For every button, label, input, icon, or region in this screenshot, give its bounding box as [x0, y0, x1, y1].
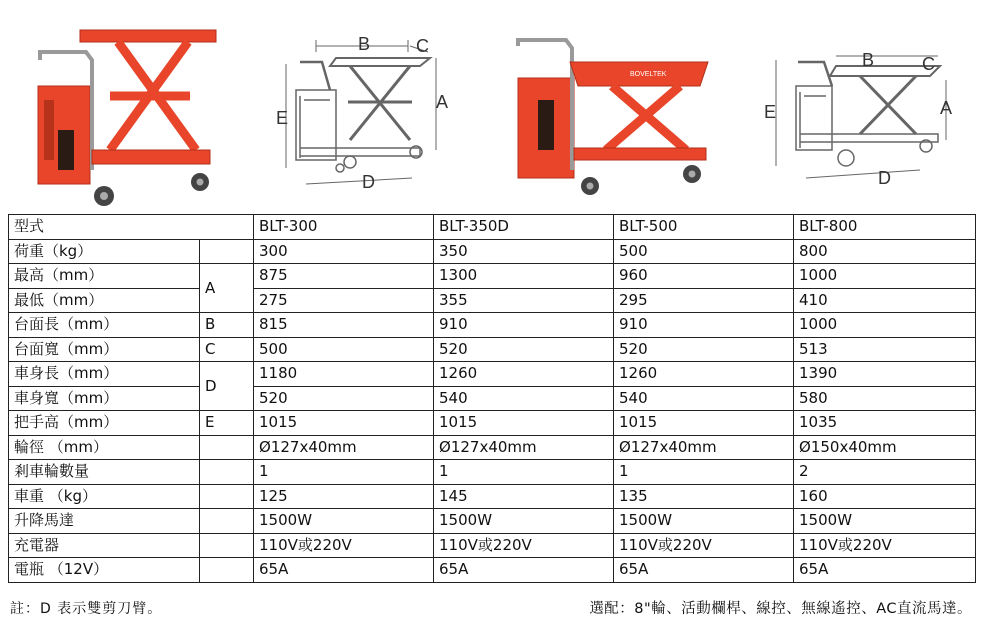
table-row — [9, 411, 976, 436]
spec-value: 410 — [794, 288, 976, 313]
spec-value: 1300 — [434, 264, 614, 289]
spec-value: 1000 — [794, 264, 976, 289]
spec-value: 65A — [794, 558, 976, 583]
spec-value: 875 — [254, 264, 434, 289]
spec-value: 145 — [434, 484, 614, 509]
blt-800-dimension-drawing — [764, 50, 952, 188]
row-label: 輪徑 （mm） — [9, 435, 200, 460]
table-row — [9, 460, 976, 485]
spec-value: 1000 — [794, 313, 976, 338]
spec-value: 910 — [434, 313, 614, 338]
spec-value: Ø127x40mm — [254, 435, 434, 460]
table-row — [9, 484, 976, 509]
spec-value: 540 — [614, 386, 794, 411]
spec-value: 1 — [434, 460, 614, 485]
table-row — [9, 435, 976, 460]
spec-value: Ø150x40mm — [794, 435, 976, 460]
spec-value: 1500W — [434, 509, 614, 534]
spec-value: 65A — [614, 558, 794, 583]
dimension-code: D — [200, 362, 254, 411]
svg-text:E: E — [764, 102, 777, 122]
row-label: 升降馬達 — [9, 509, 200, 534]
row-label: 充電器 — [9, 533, 200, 558]
spec-value: Ø127x40mm — [434, 435, 614, 460]
spec-value: 815 — [254, 313, 434, 338]
model-name: BLT-800 — [794, 215, 976, 240]
spec-value: 160 — [794, 484, 976, 509]
spec-value: 135 — [614, 484, 794, 509]
row-label: 車重 （kg） — [9, 484, 200, 509]
spec-value: 110V或220V — [794, 533, 976, 558]
table-row — [9, 362, 976, 387]
spec-value: 1500W — [614, 509, 794, 534]
svg-text:A: A — [940, 98, 953, 118]
row-label: 最高（mm） — [9, 264, 200, 289]
svg-text:C: C — [922, 54, 935, 74]
spec-value: 960 — [614, 264, 794, 289]
product-illustrations — [0, 0, 992, 215]
spec-value: 1 — [254, 460, 434, 485]
table-row — [9, 558, 976, 583]
dimension-code — [200, 533, 254, 558]
svg-text:C: C — [416, 36, 429, 56]
row-label: 最低（mm） — [9, 288, 200, 313]
table-row — [9, 313, 976, 338]
spec-value: 295 — [614, 288, 794, 313]
dimension-code — [200, 460, 254, 485]
dimension-code — [200, 558, 254, 583]
table-row — [9, 509, 976, 534]
spec-value: 500 — [614, 239, 794, 264]
spec-value: 1260 — [434, 362, 614, 387]
model-name: BLT-350D — [434, 215, 614, 240]
spec-value: 65A — [254, 558, 434, 583]
spec-value: 1015 — [254, 411, 434, 436]
spec-value: 520 — [614, 337, 794, 362]
model-name: BLT-500 — [614, 215, 794, 240]
footnote: 註：D 表示雙剪刀臂。 — [10, 601, 163, 617]
spec-table — [8, 214, 976, 583]
svg-text:B: B — [358, 34, 371, 54]
header-row — [9, 215, 976, 240]
row-label: 台面長（mm） — [9, 313, 200, 338]
row-label: 台面寬（mm） — [9, 337, 200, 362]
options-note: 選配：8"輪、活動欄桿、線控、無線遙控、AC直流馬達。 — [589, 601, 972, 617]
dimension-code: A — [200, 264, 254, 313]
spec-value: 355 — [434, 288, 614, 313]
table-row — [9, 264, 976, 289]
svg-text:B: B — [862, 50, 875, 70]
spec-value: 540 — [434, 386, 614, 411]
spec-value: 1015 — [614, 411, 794, 436]
svg-text:BOVELTEK: BOVELTEK — [630, 71, 667, 78]
row-label: 車身長（mm） — [9, 362, 200, 387]
spec-value: 910 — [614, 313, 794, 338]
dimension-code: B — [200, 313, 254, 338]
spec-value: 500 — [254, 337, 434, 362]
blt-500-lift-table-photo — [518, 40, 708, 195]
table-row — [9, 386, 976, 411]
svg-text:D: D — [362, 172, 375, 192]
spec-value: 520 — [254, 386, 434, 411]
spec-value: 350 — [434, 239, 614, 264]
svg-text:E: E — [276, 108, 289, 128]
table-row — [9, 239, 976, 264]
svg-text:A: A — [436, 92, 449, 112]
spec-value: 110V或220V — [434, 533, 614, 558]
spec-value: 1180 — [254, 362, 434, 387]
row-label: 電瓶 （12V） — [9, 558, 200, 583]
spec-value: 110V或220V — [614, 533, 794, 558]
spec-value: 300 — [254, 239, 434, 264]
table-row — [9, 337, 976, 362]
spec-value: 1035 — [794, 411, 976, 436]
table-row — [9, 533, 976, 558]
dimension-code — [200, 484, 254, 509]
blt-300-lift-table-photo — [38, 30, 216, 206]
row-label: 剎車輪數量 — [9, 460, 200, 485]
spec-value: 125 — [254, 484, 434, 509]
model-name: BLT-300 — [254, 215, 434, 240]
spec-value: 1390 — [794, 362, 976, 387]
spec-value: 2 — [794, 460, 976, 485]
spec-value: 1 — [614, 460, 794, 485]
spec-value: 800 — [794, 239, 976, 264]
spec-value: 1015 — [434, 411, 614, 436]
spec-value: 275 — [254, 288, 434, 313]
spec-value: 520 — [434, 337, 614, 362]
dimension-code — [200, 435, 254, 460]
spec-value: 1500W — [794, 509, 976, 534]
spec-value: Ø127x40mm — [614, 435, 794, 460]
spec-value: 580 — [794, 386, 976, 411]
svg-text:D: D — [878, 168, 891, 188]
dimension-code — [200, 239, 254, 264]
spec-value: 513 — [794, 337, 976, 362]
header-label: 型式 — [9, 215, 254, 240]
row-label: 把手高（mm） — [9, 411, 200, 436]
dimension-code: E — [200, 411, 254, 436]
row-label: 荷重（kg） — [9, 239, 200, 264]
spec-value: 1260 — [614, 362, 794, 387]
spec-value: 1500W — [254, 509, 434, 534]
dimension-code — [200, 509, 254, 534]
dimension-code: C — [200, 337, 254, 362]
spec-value: 65A — [434, 558, 614, 583]
row-label: 車身寬（mm） — [9, 386, 200, 411]
table-row — [9, 288, 976, 313]
blt-350d-dimension-drawing — [276, 34, 448, 192]
spec-value: 110V或220V — [254, 533, 434, 558]
